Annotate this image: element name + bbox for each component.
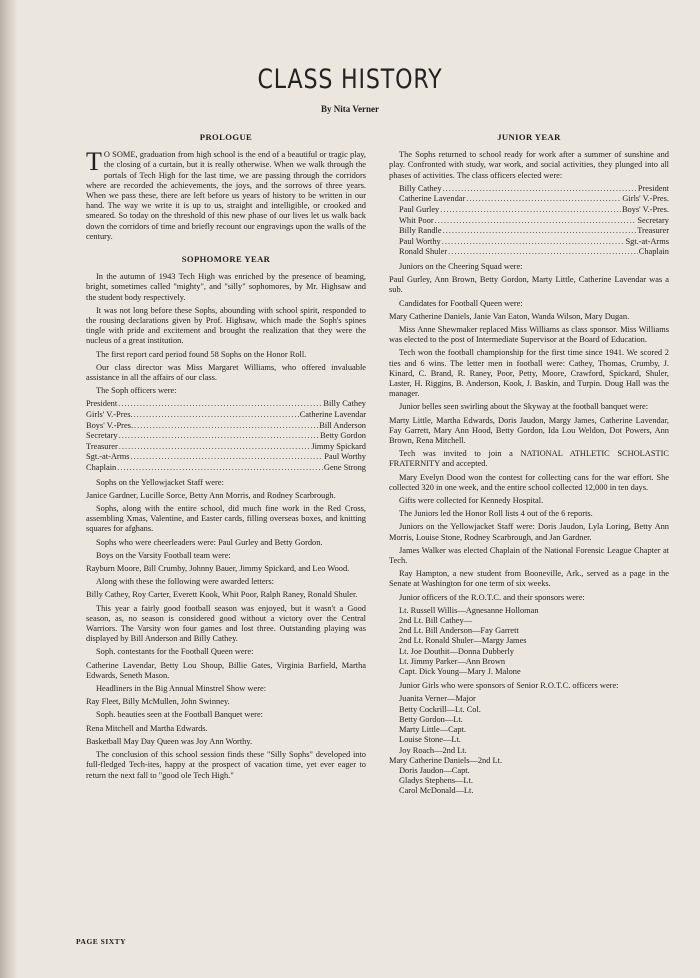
officer-row: Whit Poor ..... Secretary bbox=[389, 216, 669, 227]
sophomore-paragraph: In the autumn of 1943 Tech High was enriched by the presence of beaming, bright, sometimes called "mighty", and "silly" sophomores, by Mr. Highsaw and the student body respectively. bbox=[86, 272, 366, 302]
officer-row: Billy Cathey ..... President bbox=[389, 184, 669, 195]
list-item: Gladys Stephens—Lt. bbox=[399, 776, 473, 786]
list-item: Betty Gordon—Lt. bbox=[399, 714, 463, 724]
sophomore-paragraph: The first report card period found 58 Sophs on the Honor Roll. bbox=[96, 349, 307, 359]
list-item: 2nd Lt. Bill Cathey— bbox=[399, 616, 473, 626]
list-item: Lt. Joe Douthit—Donna Dubberly bbox=[399, 646, 514, 656]
junior-paragraph: James Walker was elected Chaplain of the National Forensic League Chapter at Tech. bbox=[389, 545, 669, 566]
sophomore-paragraph: The Soph officers were: bbox=[96, 386, 177, 396]
sophomore-paragraph: Sophs on the Yellowjacket Staff were: bbox=[96, 477, 224, 487]
section-heading-prologue: PROLOGUE bbox=[199, 132, 253, 142]
page-edge-shadow bbox=[0, 0, 18, 978]
junior-paragraph: Junior belles seen swirling about the Skyway at the football banquet were: bbox=[399, 402, 649, 412]
list-item: Marty Little—Capt. bbox=[399, 725, 466, 735]
list-item: Joy Roach—2nd Lt. bbox=[399, 745, 467, 755]
list-item: Lt. Jimmy Parker—Ann Brown bbox=[399, 656, 506, 666]
sophomore-paragraph: Boys on the Varsity Football team were: bbox=[96, 550, 231, 560]
page-number: PAGE SIXTY bbox=[76, 937, 127, 946]
senior-rotc-sponsor-list bbox=[389, 694, 669, 796]
sophomore-paragraph: Rena Mitchell and Martha Edwards. bbox=[86, 723, 208, 733]
list-item: Carol McDonald—Lt. bbox=[399, 786, 474, 796]
officer-row: Billy Randle ..... Treasurer bbox=[389, 226, 669, 237]
junior-paragraph: Miss Anne Shewmaker replaced Miss Williams as class sponsor. Miss Williams was elected to the post of Intermediate Supervisor at the Board of Education. bbox=[389, 324, 669, 345]
sophomore-paragraph: The conclusion of this school session finds these "Silly Sophs" developed into full-fledged Tech-ites, happy at the prospect of vacation time, yet ever eager to return the next fall to "good ole Tech High." bbox=[86, 750, 366, 780]
junior-paragraph: Mary Evelyn Dood won the contest for collecting cans for the war effort. She collected 320 in one week, and the entire school collected 12,000 in ten days. bbox=[389, 472, 669, 492]
list-item: Capt. Dick Young—Mary J. Malone bbox=[399, 667, 521, 677]
officer-row: Treasurer ..... Jimmy Spickard bbox=[86, 442, 366, 453]
junior-paragraph: Mary Catherine Daniels, Janie Van Eaton, Wanda Wilson, Mary Dugan. bbox=[389, 311, 630, 321]
sophomore-paragraph: Catherine Lavendar, Betty Lou Shoup, Billie Gates, Virginia Barfield, Martha Edwards, Seneth Mason. bbox=[86, 660, 366, 680]
officer-row: Sgt.-at-Arms ..... Paul Worthy bbox=[86, 452, 366, 463]
sophomore-paragraph: Rayburn Moore, Bill Crumby, Johnny Bauer, Jimmy Spickard, and Leo Wood. bbox=[86, 564, 350, 574]
sophomore-paragraph: Sophs, along with the entire school, did much fine work in the Red Cross, assembling Xmas, Valentine, and Easter cards, filling overseas boxes, and knitting squares for afghans. bbox=[86, 504, 366, 534]
sophomore-paragraph: This year a fairly good football season was enjoyed, but it wasn't a Good season, as, no season is considered good without a victory over the Central Warriors. The Varsity won four games and lost three. Outstanding playing was displayed by Bill Anderson and Billy Cathey. bbox=[86, 603, 366, 644]
junior-paragraph: Junior Girls who were sponsors of Senior R.O.T.C. officers were: bbox=[399, 681, 619, 691]
junior-paragraph: Tech won the football championship for the first time since 1941. We scored 2 ties and 6 wins. The letter men in football were: Cathey, Thomas, Crumby, J. Kinard, C. Brand, R. Raney, Poor, Petty, Moore, Crawford, Spickard, Shuler, Laster, H. Riggins, B. Anderson, Kook, J. Baskin, and Turpin. Doug Hall was the manager. bbox=[389, 348, 669, 399]
rotc-officer-list bbox=[389, 606, 669, 677]
junior-paragraph: Gifts were collected for Kennedy Hospital. bbox=[399, 496, 544, 506]
junior-paragraph: Ray Hampton, a new student from Booneville, Ark., served as a page in the Senate at Washington for one term of six weeks. bbox=[389, 569, 669, 589]
junior-paragraph: Junior officers of the R.O.T.C. and their sponsors were: bbox=[399, 592, 585, 602]
sophomore-paragraph: Soph. beauties seen at the Football Banquet were: bbox=[96, 710, 263, 720]
sophomore-paragraph: Our class director was Miss Margaret Williams, who offered invaluable assistance in all the affairs of our class. bbox=[86, 362, 366, 383]
junior-paragraph: Marty Little, Martha Edwards, Doris Jaudon, Margy James, Catherine Lavendar, Fay Garrett, Mary Ann Hood, Betty Gordon, Ida Lou Weldon, Dot Powers, Ann Brown, Rena Mitchell. bbox=[389, 415, 669, 446]
sophomore-paragraph: Soph. contestants for the Football Queen were: bbox=[96, 647, 254, 657]
sophomore-paragraph: Headliners in the Big Annual Minstrel Show were: bbox=[96, 684, 267, 694]
drop-cap: T bbox=[86, 147, 102, 177]
junior-paragraph: Candidates for Football Queen were: bbox=[399, 298, 523, 308]
list-item: Doris Jaudon—Capt. bbox=[399, 765, 470, 775]
officer-row: Paul Gurley ..... Boys' V.-Pres. bbox=[389, 205, 669, 216]
junior-paragraph: Juniors on the Yellowjacket Staff were: Doris Jaudon, Lyla Loring, Betty Ann Morris, Louise Stone, Rodney Scarbrough, and Jan Gardner. bbox=[389, 522, 669, 542]
sophomore-paragraph: Along with these the following were awarded letters: bbox=[96, 577, 274, 587]
officer-row: Chaplain ..... Gene Strong bbox=[86, 463, 366, 474]
sophomore-paragraph: Janice Gardner, Lucille Sorce, Betty Ann Morris, and Rodney Scarbrough. bbox=[86, 490, 336, 500]
soph-officer-list bbox=[86, 399, 366, 473]
sophomore-paragraph: Ray Fleet, Billy McMullen, John Swinney. bbox=[86, 697, 230, 707]
list-item: Louise Stone—Lt. bbox=[399, 735, 461, 745]
byline: By Nita Verner bbox=[321, 104, 379, 114]
officer-row: Ronald Shuler ..... Chaplain bbox=[389, 247, 669, 258]
officer-row: Girls' V.-Pres. ..... Catherine Lavendar bbox=[86, 410, 366, 421]
list-item: Mary Catherine Daniels—2nd Lt. bbox=[389, 755, 503, 765]
list-item: 2nd Lt. Ronald Shuler—Margy James bbox=[399, 636, 527, 646]
prologue-paragraph: T O SOME, graduation from high school is the end of a beautiful or tragic play, the closing of a curtain, but it is really otherwise. When we walk through the portals of Tech High for the last time, we are passing through the corridors where are recorded the achievements, the joys, and the sorrows of three years. When we pass these, there are left before us years of history to be written in our hand. The way we write it is up to us, straight and intelligible, or crooked and smeared. So today on the threshold of this new phase of our lives let us walk back down the corridors of time and briefly recount our engravings upon the walls of the century. bbox=[86, 147, 366, 241]
officer-row: Secretary ..... Betty Gordon bbox=[86, 431, 366, 442]
section-heading-sophomore: SOPHOMORE YEAR bbox=[181, 254, 271, 265]
officer-row: Paul Worthy ..... Sgt.-at-Arms bbox=[389, 237, 669, 248]
list-item: 2nd Lt. Bill Anderson—Fay Garrett bbox=[399, 626, 519, 636]
left-column bbox=[86, 132, 366, 784]
junior-paragraph: Paul Gurley, Ann Brown, Betty Gordon, Marty Little, Catherine Lavendar was a sub. bbox=[389, 275, 669, 295]
section-heading-junior: JUNIOR YEAR bbox=[497, 132, 561, 142]
sophomore-paragraph: Basketball May Day Queen was Joy Ann Worthy. bbox=[86, 736, 253, 746]
officer-row: President ..... Billy Cathey bbox=[86, 399, 366, 410]
junior-officer-list bbox=[389, 184, 669, 258]
sophomore-paragraph: Billy Cathey, Roy Carter, Everett Kook, Whit Poor, Ralph Raney, Ronald Shuler. bbox=[86, 590, 358, 600]
officer-row: Catherine Lavendar ..... Girls' V.-Pres. bbox=[389, 194, 669, 205]
junior-paragraph: Tech was invited to join a NATIONAL ATHLETIC SCHOLASTIC FRATERNITY and accepted. bbox=[389, 449, 669, 469]
list-item: Lt. Russell Willis—Agnesanne Holloman bbox=[399, 605, 539, 615]
sophomore-paragraph: It was not long before these Sophs, abounding with school spirit, responded to the rousing declarations given by Prof. Highsaw, which made the Soph's spines tingle with pride and excitement and brought the realization that they were the nucleus of a great institution. bbox=[86, 305, 366, 346]
junior-paragraph: The Sophs returned to school ready for work after a summer of sunshine and play. Confronted with study, war work, and social activities, they plunged into all phases of activities. The class officers elected were: bbox=[389, 150, 669, 180]
junior-paragraph: Juniors on the Cheering Squad were: bbox=[399, 261, 523, 271]
sophomore-paragraph: Sophs who were cheerleaders were: Paul Gurley and Betty Gordon. bbox=[96, 537, 323, 547]
page-title: CLASS HISTORY bbox=[257, 64, 443, 95]
right-column bbox=[389, 132, 669, 801]
list-item: Betty Cockrill—Lt. Col. bbox=[399, 704, 481, 714]
officer-row: Boys' V.-Pres. ..... Bill Anderson bbox=[86, 421, 366, 432]
list-item: Juanita Verner—Major bbox=[399, 694, 476, 704]
junior-paragraph: The Juniors led the Honor Roll lists 4 out of the 6 reports. bbox=[399, 509, 593, 519]
